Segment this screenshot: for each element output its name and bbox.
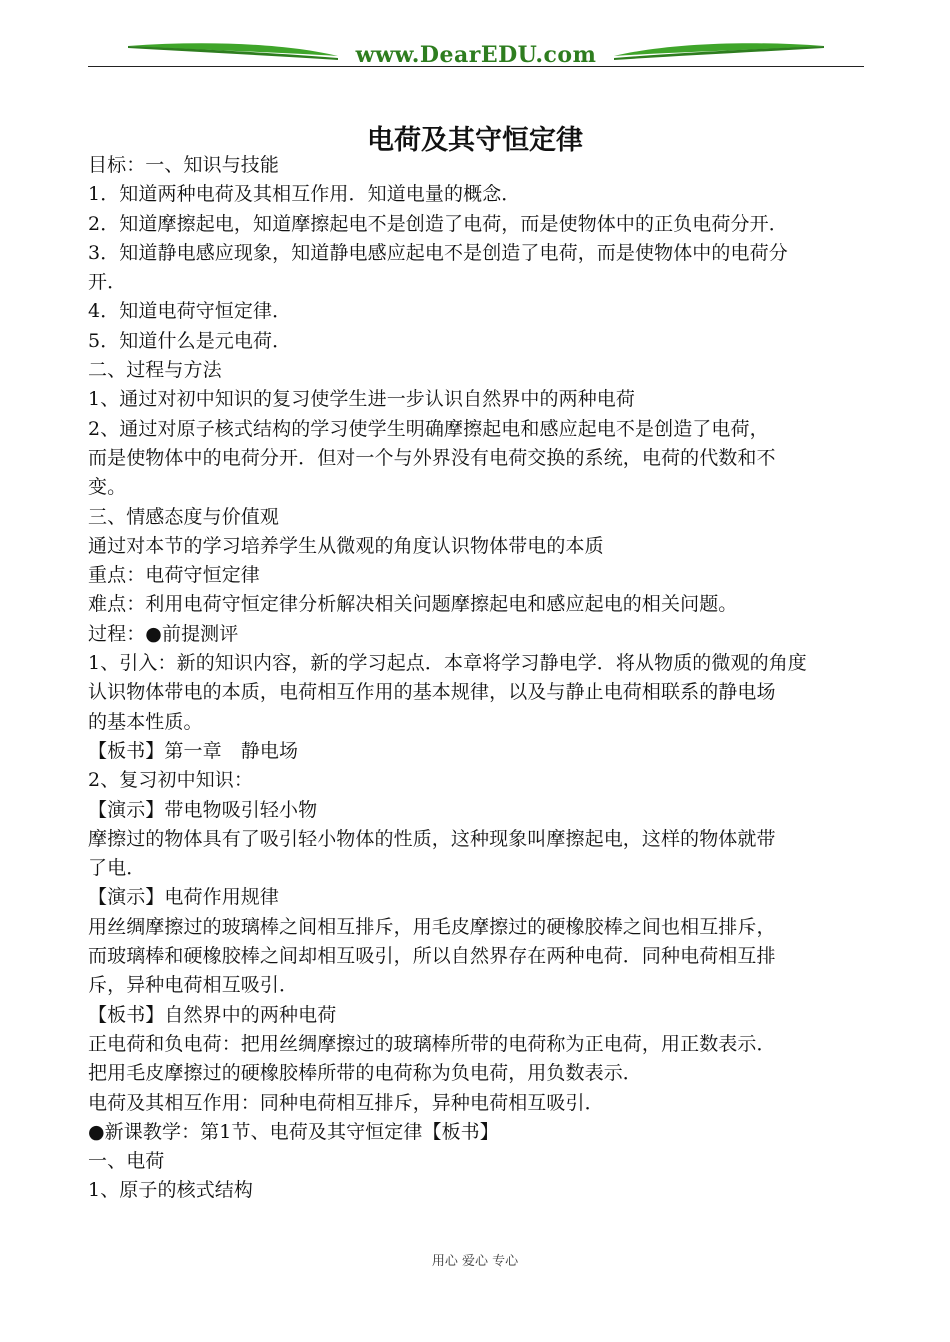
page-title: 电荷及其守恒定律 [367,125,583,156]
header-divider [88,66,864,67]
text-line: 3．知道静电感应现象，知道静电感应起电不是创造了电荷，而是使物体中的电荷分 [88,241,788,264]
text-line: 通过对本节的学习培养学生从微观的角度认识物体带电的本质 [88,534,604,557]
text-line: 认识物体带电的本质，电荷相互作用的基本规律，以及与静止电荷相联系的静电场 [88,681,776,704]
text-line: 2．知道摩擦起电，知道摩擦起电不是创造了电荷，而是使物体中的正负电荷分开． [88,212,788,235]
document-body [88,151,866,1206]
text-line: 2、复习初中知识： [88,769,253,792]
site-logo: www.DearEDU.com [355,42,597,68]
text-line: ●新课教学：第1节、电荷及其守恒定律【板书】 [88,1120,499,1143]
text-line: 【板书】第一章 静电场 [88,739,299,762]
text-line: 1、引入：新的知识内容，新的学习起点．本章将学习静电学．将从物质的微观的角度 [88,652,807,675]
text-line: 目标：一、知识与技能 [88,154,280,176]
text-line: 变。 [88,476,127,499]
text-line: 重点：电荷守恒定律 [88,564,260,587]
text-line: 而是使物体中的电荷分开．但对一个与外界没有电荷交换的系统，电荷的代数和不 [88,446,776,469]
text-line: 1．知道两种电荷及其相互作用．知道电量的概念． [88,183,521,206]
text-line: 2、通过对原子核式结构的学习使学生明确摩擦起电和感应起电不是创造了电荷， [88,417,769,440]
text-line: 4．知道电荷守恒定律． [88,300,292,323]
text-line: 正电荷和负电荷：把用丝绸摩擦过的玻璃棒所带的电荷称为正电荷，用正数表示． [88,1032,776,1055]
text-line: 【板书】自然界中的两种电荷 [88,1003,337,1026]
text-line: 用丝绸摩擦过的玻璃棒之间相互排斥，用毛皮摩擦过的硬橡胶棒之间也相互排斥， [88,915,776,938]
text-line: 把用毛皮摩擦过的硬橡胶棒所带的电荷称为负电荷，用负数表示． [88,1062,642,1085]
text-line: 了电． [88,857,146,880]
text-line: 而玻璃棒和硬橡胶棒之间却相互吸引，所以自然界存在两种电荷．同种电荷相互排 [88,945,776,968]
text-line: 的基本性质。 [88,710,203,733]
text-line: 【演示】电荷作用规律 [88,886,280,909]
text-line: 电荷及其相互作用：同种电荷相互排斥，异种电荷相互吸引． [88,1091,604,1114]
text-line: 二、过程与方法 [88,359,222,382]
text-line: 过程：●前提测评 [88,622,239,645]
text-line: 斥，异种电荷相互吸引． [88,974,299,997]
text-line: 一、电荷 [88,1150,165,1173]
text-line: 开． [88,271,127,294]
text-line: 摩擦过的物体具有了吸引轻小物体的性质，这种现象叫摩擦起电，这样的物体就带 [88,827,776,850]
header-banner [88,30,864,70]
page-footer: 用心 爱心 专心 [431,1254,519,1269]
text-line: 5．知道什么是元电荷． [88,329,292,352]
text-line: 三、情感态度与价值观 [88,505,280,528]
text-line: 难点：利用电荷守恒定律分析解决相关问题摩擦起电和感应起电的相关问题。 [88,593,738,616]
text-line: 【演示】带电物吸引轻小物 [88,798,318,821]
text-line: 1、通过对初中知识的复习使学生进一步认识自然界中的两种电荷 [88,388,635,411]
text-line: 1、原子的核式结构 [88,1179,253,1202]
